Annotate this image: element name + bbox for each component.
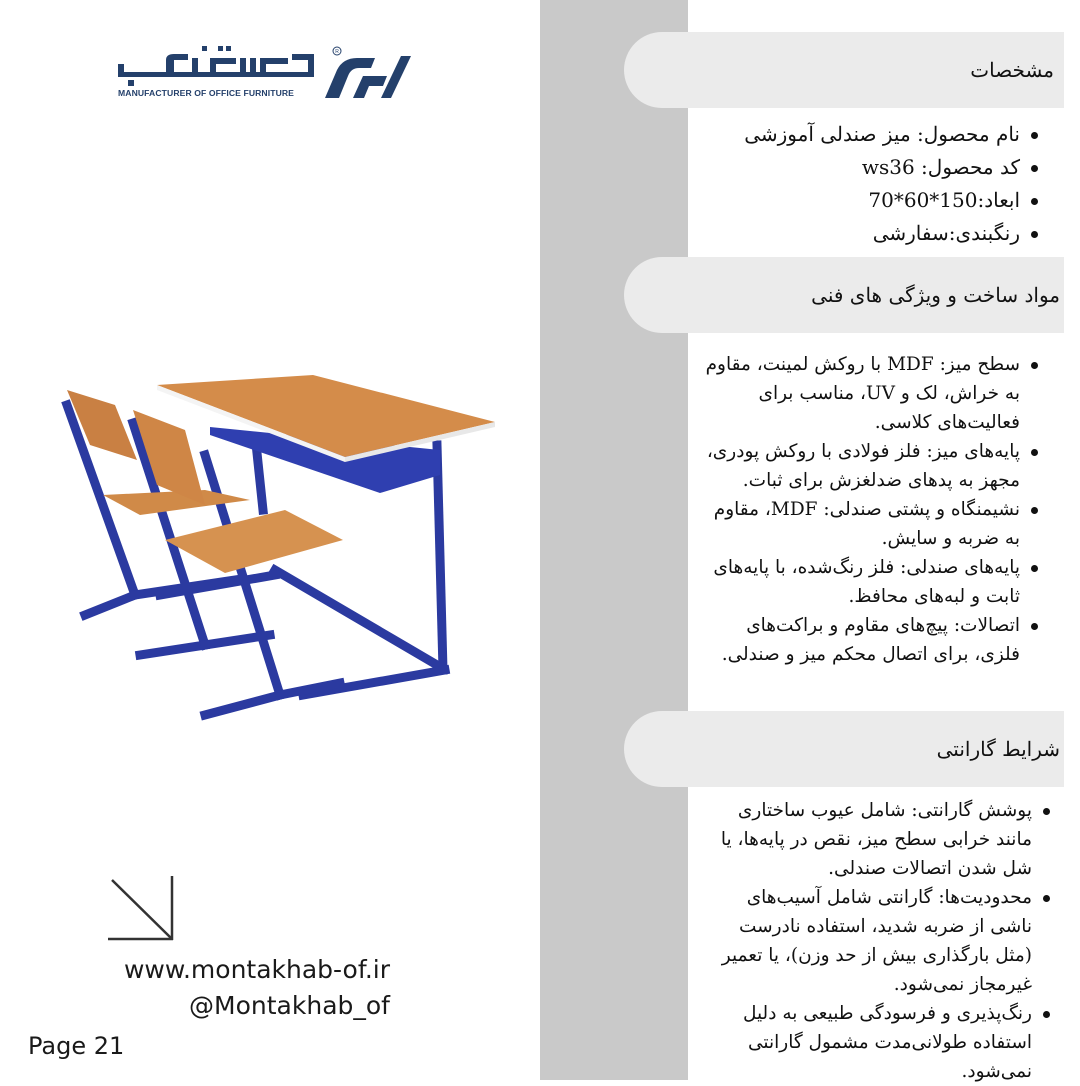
list-item: پوشش گارانتی: شامل عیوب ساختاری مانند خرابی سطح میز، نقص در پایه‌ها، یا شل شدن اتصالات صندلی. — [709, 796, 1054, 883]
section-title-warranty: شرایط گارانتی — [936, 737, 1060, 761]
list-item: ابعاد:150*60*70 — [712, 184, 1042, 217]
website-link[interactable]: www.montakhab-of.ir — [123, 955, 390, 984]
list-item: سطح میز: MDF با روکش لمینت، مقاوم به خراش، لک و UV، مناسب برای فعالیت‌های کلاسی. — [697, 350, 1042, 437]
section-header-warranty — [624, 711, 1064, 787]
list-item: نام محصول: میز صندلی آموزشی — [712, 118, 1042, 151]
svg-text:R: R — [335, 49, 339, 55]
logo-monogram-icon — [323, 46, 411, 100]
list-item: پایه‌های میز: فلز فولادی با روکش پودری، مجهز به پدهای ضدلغزش برای ثبات. — [697, 437, 1042, 495]
logo-subtitle: MANUFACTURER OF OFFICE FURNITURE — [118, 88, 295, 98]
list-item: اتصالات: پیچ‌های مقاوم و براکت‌های فلزی، برای اتصال محکم میز و صندلی. — [697, 611, 1042, 669]
social-handle[interactable]: @Montakhab_of — [189, 991, 390, 1020]
section-title-materials: مواد ساخت و ویژگی های فنی — [811, 283, 1060, 307]
materials-list — [697, 350, 1042, 669]
specs-list — [712, 118, 1042, 250]
list-item: رنگ‌پذیری و فرسودگی طبیعی به دلیل استفاده طولانی‌مدت مشمول گارانتی نمی‌شود. — [709, 999, 1054, 1086]
section-header-materials — [624, 257, 1064, 333]
decorative-gray-strip — [540, 0, 688, 1080]
logo-wordmark-persian — [118, 44, 314, 88]
list-item: پایه‌های صندلی: فلز رنگ‌شده، با پایه‌های ثابت و لبه‌های محافظ. — [697, 553, 1042, 611]
list-item: رنگبندی:سفارشی — [712, 217, 1042, 250]
list-item: نشیمنگاه و پشتی صندلی: MDF، مقاوم به ضربه و سایش. — [697, 495, 1042, 553]
warranty-list — [709, 796, 1054, 1086]
arrow-down-right-icon — [108, 876, 174, 942]
product-image-desk-chairs — [45, 365, 505, 735]
brand-logo — [118, 44, 410, 104]
list-item: کد محصول: ws36 — [712, 151, 1042, 184]
list-item: محدودیت‌ها: گارانتی شامل آسیب‌های ناشی از ضربه شدید، استفاده نادرست (مثل بارگذاری بیش از حد وزن)، یا تعمیر غیرمجاز نمی‌شود. — [709, 883, 1054, 999]
section-header-specs — [624, 32, 1064, 108]
section-title-specs: مشخصات — [970, 58, 1054, 82]
page-number: Page 21 — [28, 1032, 125, 1060]
